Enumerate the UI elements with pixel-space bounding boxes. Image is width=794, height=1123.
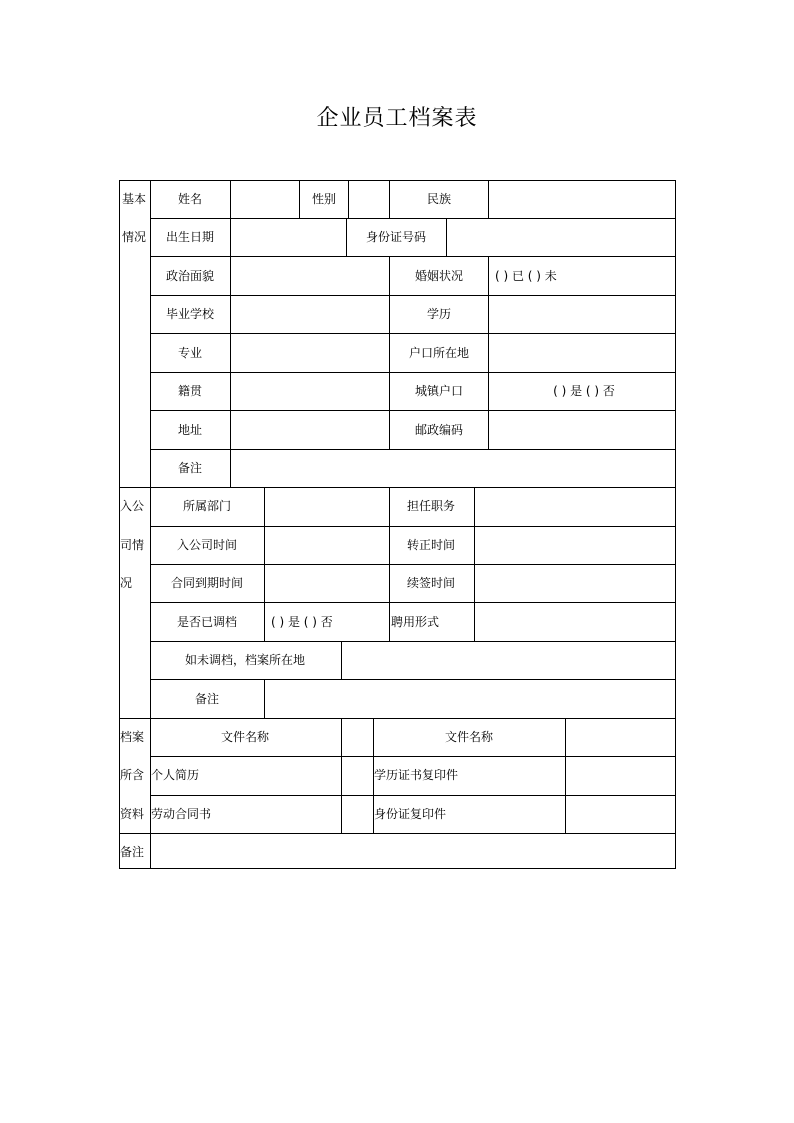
- label-regular-date: 转正时间: [406, 538, 456, 552]
- grid-line: [150, 795, 676, 796]
- school-field[interactable]: [231, 296, 388, 332]
- final-remarks-field[interactable]: [151, 834, 674, 867]
- department-field[interactable]: [265, 488, 388, 525]
- grid-line: [150, 372, 676, 373]
- table-border-left: [119, 180, 120, 869]
- position-field[interactable]: [475, 488, 674, 525]
- label-company-remarks: 备注: [194, 692, 220, 706]
- label-birth-date: 出生日期: [165, 230, 215, 244]
- grid-line: [150, 256, 676, 257]
- label-contract-expiry: 合同到期时间: [170, 576, 244, 590]
- section-company-line1: 入公: [120, 499, 145, 513]
- label-basic-remarks: 备注: [177, 461, 203, 475]
- regular-date-field[interactable]: [475, 527, 674, 563]
- grid-line: [565, 718, 566, 833]
- name-field[interactable]: [231, 181, 298, 217]
- join-date-field[interactable]: [265, 527, 388, 563]
- label-join-date: 入公司时间: [176, 538, 238, 552]
- political-status-field[interactable]: [231, 257, 388, 294]
- table-border-bottom: [119, 868, 676, 869]
- item-labor-contract: 劳动合同书: [151, 807, 212, 821]
- label-education: 学历: [426, 307, 452, 321]
- urban-hukou-options[interactable]: ( ) 是 ( ) 否: [553, 384, 615, 398]
- label-position: 担任职务: [406, 499, 456, 513]
- section-archive-line3: 资料: [120, 807, 145, 821]
- label-id-number: 身份证号码: [365, 230, 427, 244]
- address-field[interactable]: [231, 411, 388, 448]
- company-remarks-field[interactable]: [265, 680, 674, 717]
- label-department: 所属部门: [182, 499, 232, 513]
- birth-date-field[interactable]: [231, 219, 345, 255]
- label-ethnicity: 民族: [426, 192, 452, 206]
- label-archive-transferred: 是否已调档: [176, 615, 238, 629]
- item-id-copy: 身份证复印件: [374, 807, 447, 821]
- section-archive-line1: 档案: [120, 730, 145, 744]
- header-file-name-1: 文件名称: [220, 730, 270, 744]
- section-basic-line1: 基本: [122, 192, 147, 206]
- section-archive-line2: 所含: [120, 768, 145, 782]
- item-diploma-copy: 学历证书复印件: [374, 768, 459, 782]
- label-gender: 性别: [311, 192, 337, 206]
- header-file-name-2: 文件名称: [444, 730, 494, 744]
- label-major: 专业: [177, 346, 203, 360]
- label-employment-type: 聘用形式: [391, 615, 440, 629]
- grid-line: [341, 718, 342, 833]
- hukou-location-field[interactable]: [489, 334, 674, 371]
- label-marital-status: 婚姻状况: [414, 269, 464, 283]
- gender-field[interactable]: [349, 181, 388, 217]
- ethnicity-field[interactable]: [489, 181, 674, 217]
- item-resume: 个人简历: [151, 768, 200, 782]
- archive-location-field[interactable]: [342, 642, 674, 678]
- grid-line: [150, 756, 676, 757]
- grid-line: [389, 487, 390, 641]
- basic-remarks-field[interactable]: [231, 450, 674, 486]
- major-field[interactable]: [231, 334, 388, 371]
- marital-options[interactable]: ( ) 已 ( ) 未: [495, 269, 557, 283]
- native-place-field[interactable]: [231, 373, 388, 409]
- grid-line: [389, 256, 390, 449]
- section-remarks: 备注: [120, 845, 145, 859]
- grid-line: [389, 180, 390, 218]
- grid-line: [346, 218, 347, 256]
- label-name: 姓名: [177, 192, 203, 206]
- label-political-status: 政治面貌: [165, 269, 215, 283]
- archive-transferred-options[interactable]: ( ) 是 ( ) 否: [271, 615, 333, 629]
- section-column-line: [150, 180, 151, 869]
- education-field[interactable]: [489, 296, 674, 332]
- label-urban-hukou: 城镇户口: [414, 384, 464, 398]
- label-school: 毕业学校: [165, 307, 215, 321]
- label-archive-location: 如未调档，档案所在地: [184, 653, 306, 667]
- label-postal-code: 邮政编码: [414, 423, 464, 437]
- label-hukou-location: 户口所在地: [408, 346, 470, 360]
- postal-code-field[interactable]: [489, 411, 674, 448]
- section-divider: [119, 718, 676, 719]
- id-number-field[interactable]: [447, 219, 674, 255]
- contract-expiry-field[interactable]: [265, 565, 388, 601]
- grid-line: [299, 180, 300, 218]
- section-company-line3: 况: [120, 576, 133, 590]
- table-border-right: [675, 180, 676, 869]
- section-basic-line2: 情况: [122, 230, 147, 244]
- label-address: 地址: [177, 423, 203, 437]
- label-renewal-date: 续签时间: [406, 576, 456, 590]
- label-native-place: 籍贯: [177, 384, 203, 398]
- employment-type-field[interactable]: [475, 603, 674, 640]
- renewal-date-field[interactable]: [475, 565, 674, 601]
- page-title: 企业员工档案表: [316, 106, 478, 131]
- section-company-line2: 司情: [120, 538, 145, 552]
